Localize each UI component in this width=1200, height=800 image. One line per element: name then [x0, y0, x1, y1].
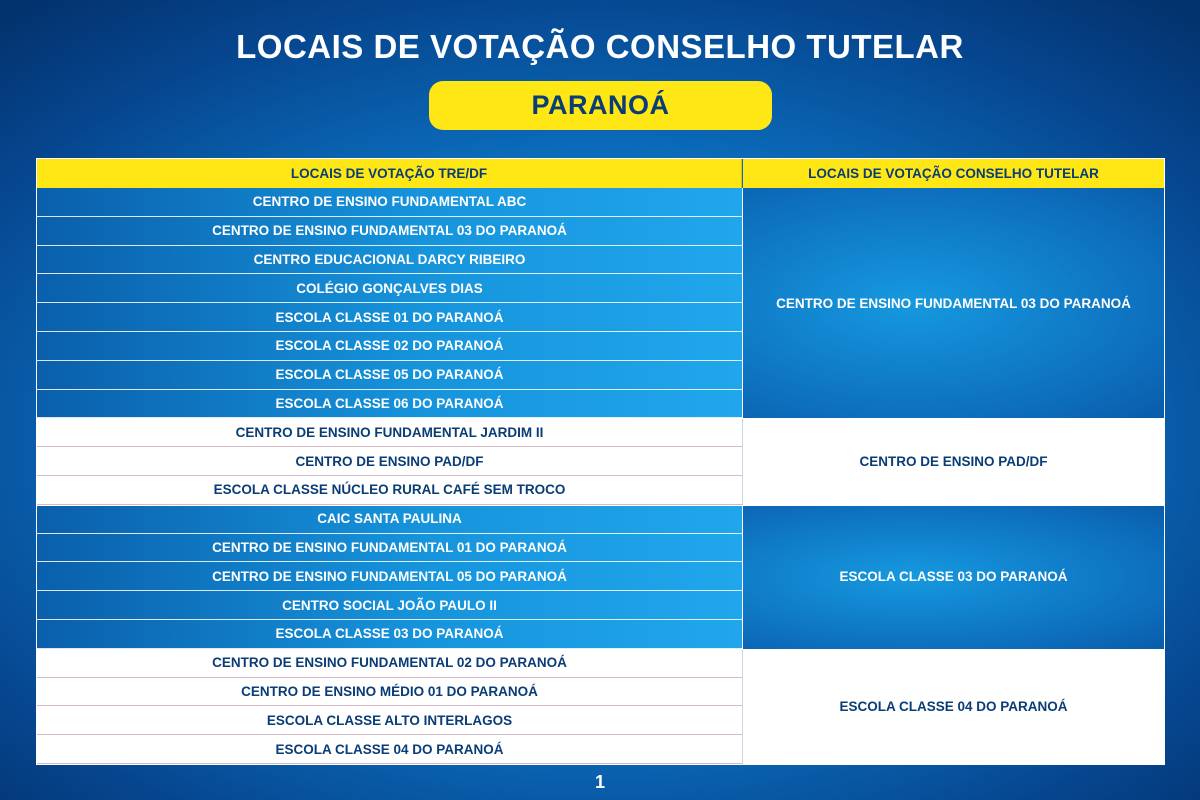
group-divider: [37, 418, 1164, 419]
table-row: CENTRO DE ENSINO FUNDAMENTAL ABC: [37, 188, 742, 217]
tre-locations-column: [37, 505, 742, 649]
group-divider: [37, 649, 1164, 650]
table-row: CENTRO DE ENSINO MÉDIO 01 DO PARANOÁ: [37, 678, 742, 707]
table-row: ESCOLA CLASSE 02 DO PARANOÁ: [37, 332, 742, 361]
table-row: ESCOLA CLASSE NÚCLEO RURAL CAFÉ SEM TROCO: [37, 476, 742, 505]
table-row: ESCOLA CLASSE 05 DO PARANOÁ: [37, 361, 742, 390]
table-row: CENTRO DE ENSINO FUNDAMENTAL 01 DO PARANOÁ: [37, 534, 742, 563]
table-row: CAIC SANTA PAULINA: [37, 505, 742, 534]
conselho-location-cell: CENTRO DE ENSINO PAD/DF: [742, 418, 1164, 504]
table-row: CENTRO DE ENSINO PAD/DF: [37, 447, 742, 476]
tre-locations-column: [37, 649, 742, 764]
conselho-location-cell: CENTRO DE ENSINO FUNDAMENTAL 03 DO PARANOÁ: [742, 188, 1164, 418]
table-row: CENTRO DE ENSINO FUNDAMENTAL JARDIM II: [37, 418, 742, 447]
table-row: ESCOLA CLASSE ALTO INTERLAGOS: [37, 706, 742, 735]
table-row: COLÉGIO GONÇALVES DIAS: [37, 274, 742, 303]
header-tre-locations: LOCAIS DE VOTAÇÃO TRE/DF: [37, 159, 742, 188]
page-title: LOCAIS DE VOTAÇÃO CONSELHO TUTELAR: [236, 28, 964, 65]
table-row: ESCOLA CLASSE 06 DO PARANOÁ: [37, 390, 742, 419]
region-label: PARANOÁ: [531, 90, 670, 120]
table-row: CENTRO DE ENSINO FUNDAMENTAL 05 DO PARANOÁ: [37, 562, 742, 591]
tre-locations-column: [37, 188, 742, 418]
conselho-location-cell: ESCOLA CLASSE 03 DO PARANOÁ: [742, 505, 1164, 649]
table-row: CENTRO SOCIAL JOÃO PAULO II: [37, 591, 742, 620]
location-group: [37, 505, 1164, 649]
table-row: CENTRO EDUCACIONAL DARCY RIBEIRO: [37, 246, 742, 275]
conselho-location-cell: ESCOLA CLASSE 04 DO PARANOÁ: [742, 649, 1164, 764]
table-row: ESCOLA CLASSE 03 DO PARANOÁ: [37, 620, 742, 649]
table-row: ESCOLA CLASSE 04 DO PARANOÁ: [37, 735, 742, 764]
location-group: [37, 418, 1164, 504]
group-divider: [37, 505, 1164, 506]
region-badge: [429, 81, 772, 130]
table-row: ESCOLA CLASSE 01 DO PARANOÁ: [37, 303, 742, 332]
location-group: [37, 649, 1164, 764]
page-number: 1: [594, 772, 605, 792]
tre-locations-column: [37, 418, 742, 504]
voting-locations-table: [36, 158, 1165, 765]
header-conselho-locations: LOCAIS DE VOTAÇÃO CONSELHO TUTELAR: [743, 159, 1164, 188]
table-row: CENTRO DE ENSINO FUNDAMENTAL 03 DO PARANOÁ: [37, 217, 742, 246]
table-row: CENTRO DE ENSINO FUNDAMENTAL 02 DO PARANOÁ: [37, 649, 742, 678]
location-group: [37, 188, 1164, 418]
